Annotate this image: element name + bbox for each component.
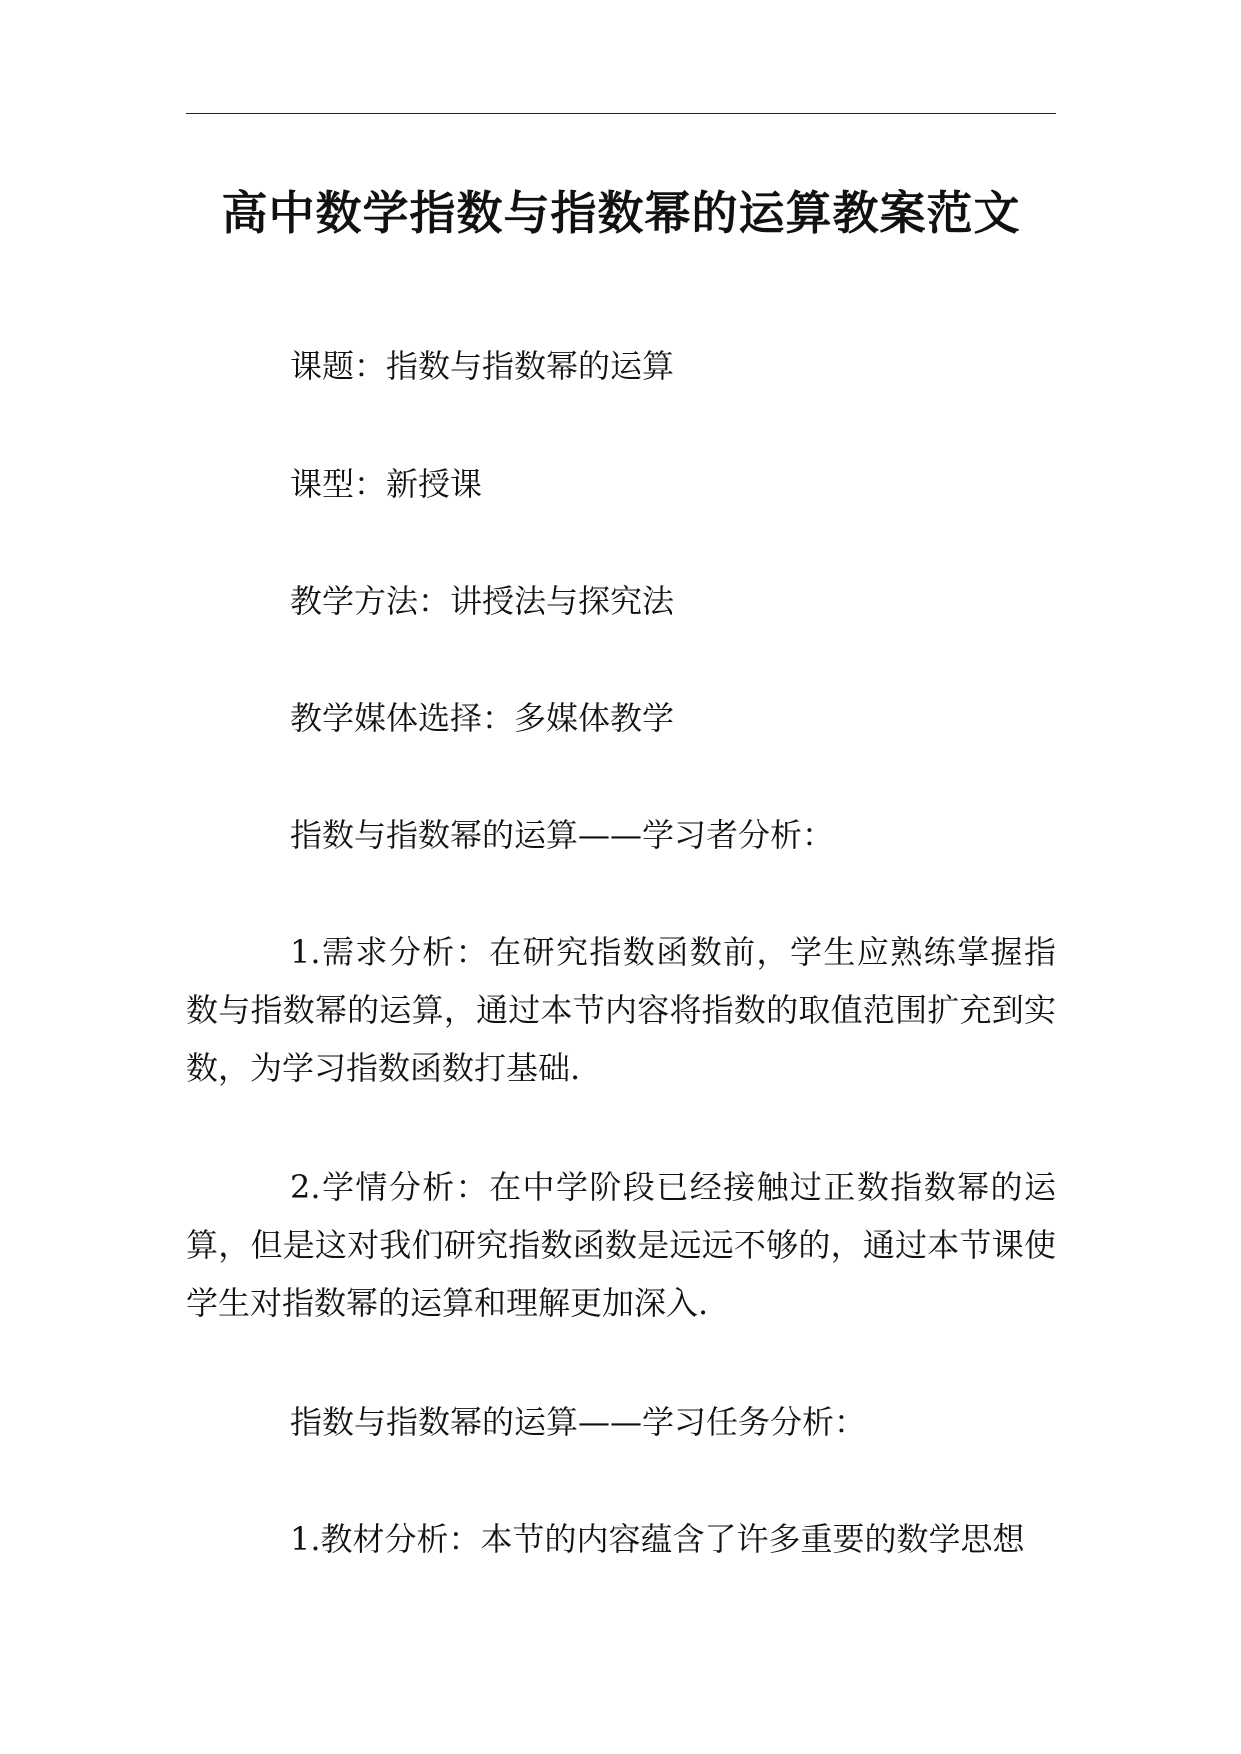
- paragraph-task-analysis-heading: 指数与指数幂的运算——学习任务分析：: [290, 1403, 867, 1441]
- header-rule: [186, 113, 1056, 114]
- paragraph-topic: 课题：指数与指数幂的运算: [290, 347, 675, 385]
- paragraph-student-analysis: 2.学情分析：在中学阶段已经接触过正数指数幂的运算，但是这对我们研究指数函数是远远不够的，通过本节课使学生对指数幂的运算和理解更加深入.: [186, 1168, 1056, 1322]
- paragraph-learner-analysis-heading: 指数与指数幂的运算——学习者分析：: [290, 816, 835, 854]
- paragraph-media-selection: 教学媒体选择：多媒体教学: [290, 699, 675, 737]
- paragraph-textbook-analysis: 1.教材分析：本节的内容蕴含了许多重要的数学思想: [290, 1520, 1025, 1558]
- paragraph-needs-analysis: 1.需求分析：在研究指数函数前，学生应熟练掌握指数与指数幂的运算，通过本节内容将指数的取值范围扩充到实数，为学习指数函数打基础.: [186, 933, 1056, 1087]
- paragraph-teaching-method: 教学方法：讲授法与探究法: [290, 582, 675, 620]
- document-title: 高中数学指数与指数幂的运算教案范文: [221, 185, 1021, 240]
- paragraph-lesson-type: 课型：新授课: [290, 465, 483, 503]
